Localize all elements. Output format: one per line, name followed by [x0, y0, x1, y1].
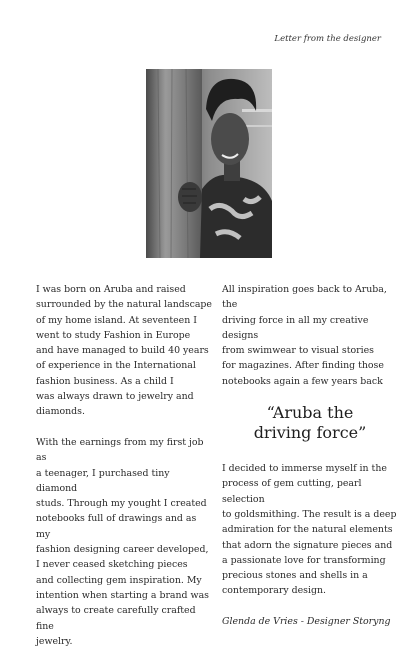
- text-line: of my home island. At seventeen I: [36, 314, 197, 326]
- text-line: notebooks again a few years back: [222, 375, 383, 387]
- left-text-column: [36, 282, 212, 649]
- quote-line: “Aruba the: [266, 403, 354, 423]
- quote-line: driving force”: [253, 423, 367, 443]
- signature: Glenda de Vries - Designer Storyng: [222, 615, 391, 627]
- text-line: process of gem cutting, pearl selection: [222, 478, 362, 505]
- gem-cutting-paragraph: [222, 461, 398, 599]
- text-line: and have managed to build 40 years: [36, 345, 209, 357]
- pull-quote: [222, 403, 398, 443]
- text-line: fashion business. As a child I: [36, 375, 174, 387]
- text-line: and collecting gem inspiration. My: [36, 574, 202, 586]
- text-line: was always drawn to jewelry and: [36, 391, 194, 403]
- text-line: surrounded by the natural landscape: [36, 299, 212, 311]
- section-header: Letter from the designer: [274, 34, 381, 44]
- text-line: precious stones and shells in a: [222, 570, 368, 582]
- text-line: fashion designing career developed,: [36, 544, 209, 556]
- text-line: driving force in all my creative designs: [222, 314, 369, 341]
- text-line: notebooks full of drawings and as my: [36, 513, 197, 540]
- intro-paragraph: [36, 282, 212, 420]
- text-line: I never ceased sketching pieces: [36, 559, 188, 571]
- text-line: that adorn the signature pieces and: [222, 539, 393, 551]
- text-line: a teenager, I purchased tiny diamond: [36, 467, 170, 494]
- text-line: With the earnings from my first job as: [36, 436, 204, 464]
- text-line: intention when starting a brand was: [36, 589, 209, 601]
- text-line: for magazines. After finding those: [222, 360, 384, 372]
- text-line: from swimwear to visual stories: [222, 345, 374, 357]
- text-line: a passionate love for transforming: [222, 554, 386, 566]
- text-line: contemporary design.: [222, 585, 326, 597]
- inspiration-paragraph: [222, 282, 398, 389]
- text-line: All inspiration goes back to Aruba, the: [222, 284, 387, 311]
- text-line: I was born on Aruba and raised: [36, 284, 186, 295]
- text-line: jewelry.: [36, 635, 73, 647]
- earnings-paragraph: [36, 435, 212, 649]
- text-line: to goldsmithing. The result is a deep: [222, 508, 397, 520]
- text-line: admiration for the natural elements: [222, 524, 393, 536]
- text-line: diamonds.: [36, 406, 85, 418]
- designer-portrait-photo: [146, 69, 272, 258]
- text-line: I decided to immerse myself in the: [222, 463, 387, 475]
- text-line: always to create carefully crafted fine: [36, 605, 196, 632]
- text-line: went to study Fashion in Europe: [36, 329, 191, 341]
- text-line: of experience in the International: [36, 360, 196, 372]
- right-text-column: [222, 282, 398, 629]
- text-line: studs. Through my yought I created: [36, 498, 207, 510]
